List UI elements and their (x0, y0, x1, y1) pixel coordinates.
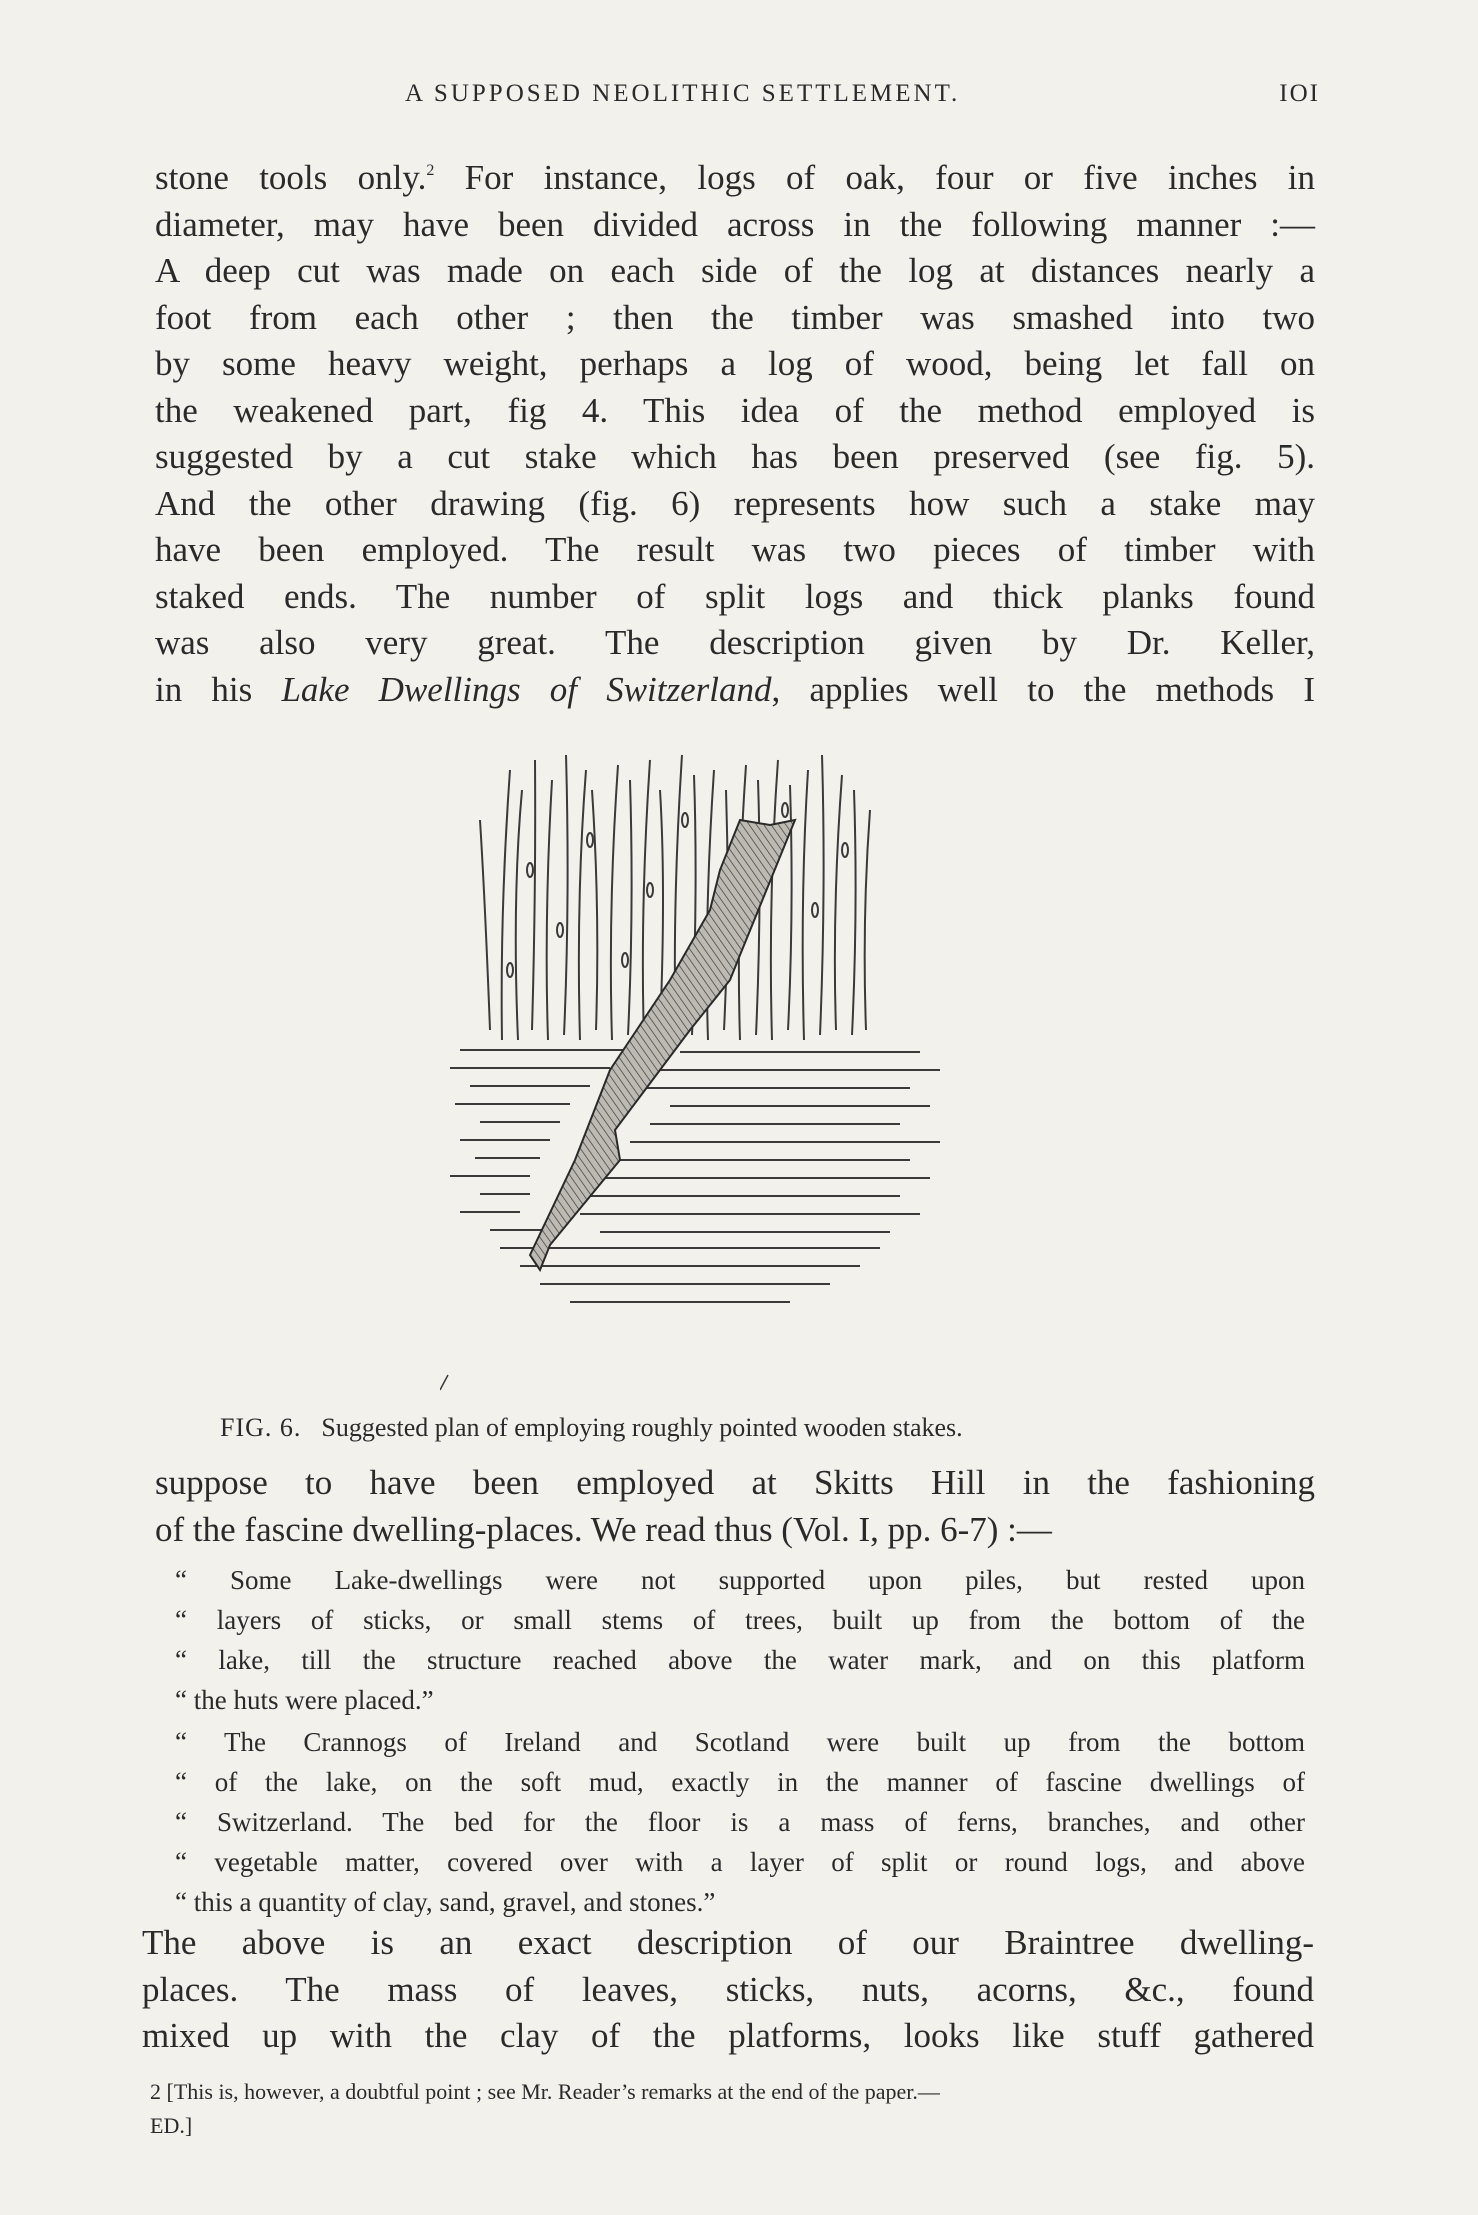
text-line: suggested by a cut stake which has been preserved (see fig. 5). (155, 437, 1315, 476)
text-line: diameter, may have been divided across in the following manner :— (155, 204, 1315, 244)
book-title: Lake Dwellings of Switzerland (281, 669, 772, 709)
text-line (155, 155, 1315, 202)
running-title: A SUPPOSED NEOLITHIC SETTLEMENT. (405, 80, 961, 107)
text-line: of the fascine dwelling-places. We read thus (Vol. I, pp. 6-7) :— (155, 1509, 1052, 1549)
text-fragment: , applies well to the methods I (771, 669, 1316, 709)
block-quote-2 (175, 1722, 1305, 1922)
block-quote-1 (175, 1560, 1305, 1720)
footnote-reference: 2 (426, 162, 435, 179)
text-line: staked ends. The number of split logs and thick planks found (155, 576, 1315, 616)
body-paragraph-top (155, 155, 1315, 713)
water-lines-drawing (450, 1050, 940, 1302)
quote-line: “ vegetable matter, covered over with a layer of split or round logs, and above (175, 1847, 1305, 1877)
figure-6-illustration (440, 750, 1040, 1400)
text-line: And the other drawing (fig. 6) represents how such a stake may (155, 483, 1315, 523)
caption-text: Suggested plan of employing roughly pointed wooden stakes. (321, 1413, 963, 1442)
text-line: have been employed. The result was two pieces of timber with (155, 530, 1315, 569)
text-line: the weakened part, fig 4. This idea of the method employed is (155, 390, 1315, 430)
body-paragraph-middle (155, 1460, 1315, 1553)
text-line: mixed up with the clay of the platforms, looks like stuff gathered (142, 2016, 1314, 2055)
text-line-rest: For instance, logs of oak, four or five inches in (464, 158, 1316, 197)
footnote-line: ED.] (150, 2113, 193, 2138)
body-paragraph-bottom (142, 1920, 1314, 2060)
text-fragment: in his (155, 669, 282, 709)
figure-caption (220, 1413, 1320, 1443)
quote-line: “ Switzerland. The bed for the floor is a mass of ferns, branches, and other (175, 1807, 1305, 1837)
text-line (155, 667, 1315, 714)
quote-line: “ layers of sticks, or small stems of trees, built up from the bottom of the (175, 1605, 1305, 1635)
text-line: The above is an exact description of our Braintree dwelling- (142, 1923, 1314, 1962)
text-line: foot from each other ; then the timber was smashed into two (155, 297, 1315, 337)
text-line: by some heavy weight, perhaps a log of wood, being let fall on (155, 344, 1315, 383)
text-line: suppose to have been employed at Skitts Hill in the fashioning (155, 1463, 1315, 1502)
text-line: was also very great. The description given by Dr. Keller, (155, 623, 1315, 662)
first-words: stone tools only. (155, 158, 427, 197)
text-line: places. The mass of leaves, sticks, nuts, acorns, &c., found (142, 1969, 1314, 2009)
page-number: IOI (1279, 80, 1320, 107)
quote-line: “ the huts were placed.” (175, 1685, 434, 1715)
text-line: A deep cut was made on each side of the log at distances nearly a (155, 251, 1315, 290)
quote-line: “ Some Lake-dwellings were not supported upon piles, but rested upon (175, 1565, 1305, 1595)
running-header (155, 80, 1320, 120)
quote-line: “ of the lake, on the soft mud, exactly in the manner of fascine dwellings of (175, 1767, 1305, 1797)
quote-line: “ this a quantity of clay, sand, gravel, and stones.” (175, 1887, 716, 1917)
footnote-line: 2 [This is, however, a doubtful point ; see Mr. Reader’s remarks at the end of the paper.— (150, 2079, 940, 2104)
quote-line: “ lake, till the structure reached above the water mark, and on this platform (175, 1645, 1305, 1675)
footnote (150, 2075, 1310, 2143)
quote-line: “ The Crannogs of Ireland and Scotland were built up from the bottom (175, 1727, 1305, 1757)
figure-label: FIG. 6. (220, 1413, 302, 1442)
